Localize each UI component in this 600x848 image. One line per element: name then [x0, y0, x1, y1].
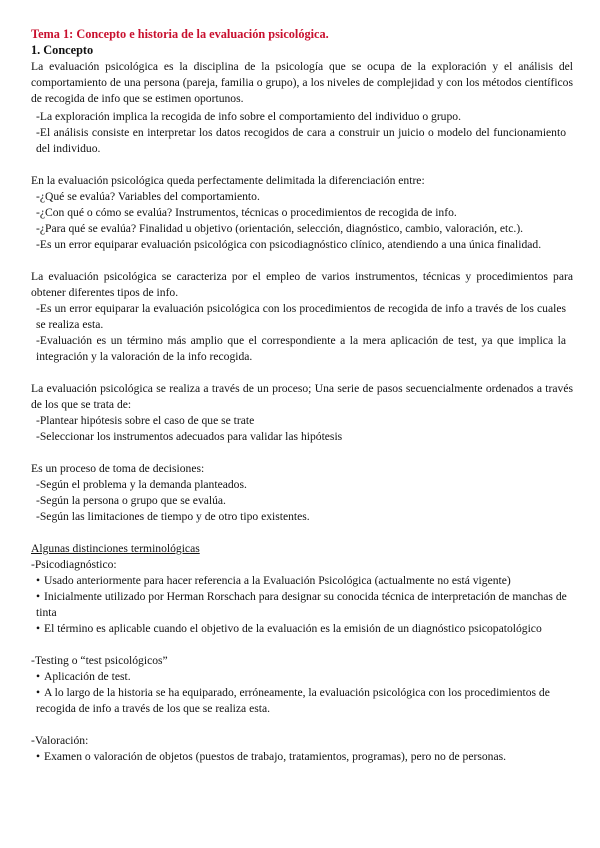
bullet-icon: •	[36, 590, 41, 603]
psicodiagnostico-label: -Psicodiagnóstico:	[31, 558, 117, 571]
bullet-text: Inicialmente utilizado por Herman Rorschach para designar su conocida técnica de interpretación de manchas de tinta	[36, 590, 567, 619]
bullet-item	[36, 621, 572, 637]
paragraph-delimitation: En la evaluación psicológica queda perfectamente delimitada la diferenciación entre:	[31, 174, 425, 187]
list-item: -Plantear hipótesis sobre el caso de que se trate	[36, 414, 255, 427]
list-item: -El análisis consiste en interpretar los datos recogidos de cara a construir un juicio o modelo del funcionamiento del individuo.	[36, 126, 566, 155]
paragraph-instruments: La evaluación psicológica se caracteriza por el empleo de varios instrumentos, técnicas y procedimientos para obtener diferentes tipos de info.	[31, 270, 573, 299]
bullet-icon: •	[36, 686, 41, 699]
list-item: -La exploración implica la recogida de info sobre el comportamiento del individuo o grupo.	[36, 110, 461, 123]
bullet-text: Usado anteriormente para hacer referencia a la Evaluación Psicológica (actualmente no está vigente)	[44, 574, 511, 587]
valoracion-label: -Valoración:	[31, 734, 89, 747]
paragraph-decisions: Es un proceso de toma de decisiones:	[31, 462, 205, 475]
list-item: -¿Para qué se evalúa? Finalidad u objetivo (orientación, selección, diagnóstico, cambio, valoración, etc.).	[36, 222, 524, 235]
bullet-item	[36, 589, 572, 621]
document-title: Tema 1: Concepto e historia de la evaluación psicológica.	[31, 27, 329, 41]
bullet-text: Examen o valoración de objetos (puestos de trabajo, tratamientos, programas), pero no de personas.	[44, 750, 506, 763]
section-heading-concepto: 1. Concepto	[31, 43, 94, 57]
bullet-icon: •	[36, 574, 41, 587]
list-item: -Seleccionar los instrumentos adecuados para validar las hipótesis	[36, 430, 343, 443]
bullet-icon: •	[36, 670, 41, 683]
list-item: -Según el problema y la demanda planteados.	[36, 478, 247, 491]
bullet-text: El término es aplicable cuando el objetivo de la evaluación es la emisión de un diagnóstico psicopatológico	[44, 622, 542, 635]
bullet-text: Aplicación de test.	[44, 670, 131, 683]
list-item: -Es un error equiparar la evaluación psicológica con los procedimientos de recogida de info a través de los cuales se realiza esta.	[36, 302, 566, 331]
testing-label: -Testing o “test psicológicos”	[31, 654, 168, 667]
list-item: -Según las limitaciones de tiempo y de otro tipo existentes.	[36, 510, 310, 523]
list-item: -¿Con qué o cómo se evalúa? Instrumentos, técnicas o procedimientos de recogida de info.	[36, 206, 457, 219]
list-item: -Evaluación es un término más amplio que el correspondiente a la mera aplicación de test, ya que implica la integración y la valoración de la info recogida.	[36, 334, 566, 363]
bullet-icon: •	[36, 622, 41, 635]
bullet-item	[36, 573, 572, 589]
bullet-text: A lo largo de la historia se ha equiparado, erróneamente, la evaluación psicológica con los procedimientos de recogida de info a través de los que se realiza esta.	[36, 686, 550, 715]
list-item: -¿Qué se evalúa? Variables del comportamiento.	[36, 190, 260, 203]
distinctions-heading: Algunas distinciones terminológicas	[31, 542, 200, 555]
bullet-item	[36, 685, 572, 717]
list-item: -Según la persona o grupo que se evalúa.	[36, 494, 226, 507]
paragraph-process: La evaluación psicológica se realiza a través de un proceso; Una serie de pasos secuencialmente ordenados a través de los que se trata de:	[31, 382, 573, 411]
bullet-item	[36, 669, 572, 685]
list-item: -Es un error equiparar evaluación psicológica con psicodiagnóstico clínico, atendiendo a una única finalidad.	[36, 238, 542, 251]
bullet-icon: •	[36, 750, 41, 763]
paragraph-definition: La evaluación psicológica es la disciplina de la psicología que se ocupa de la exploración y el análisis del comportamiento de una persona (pareja, familia o grupo), a los niveles de complejidad y con los métodos científicos de recogida de info que se estimen oportunos.	[31, 60, 573, 105]
bullet-item	[36, 749, 572, 765]
